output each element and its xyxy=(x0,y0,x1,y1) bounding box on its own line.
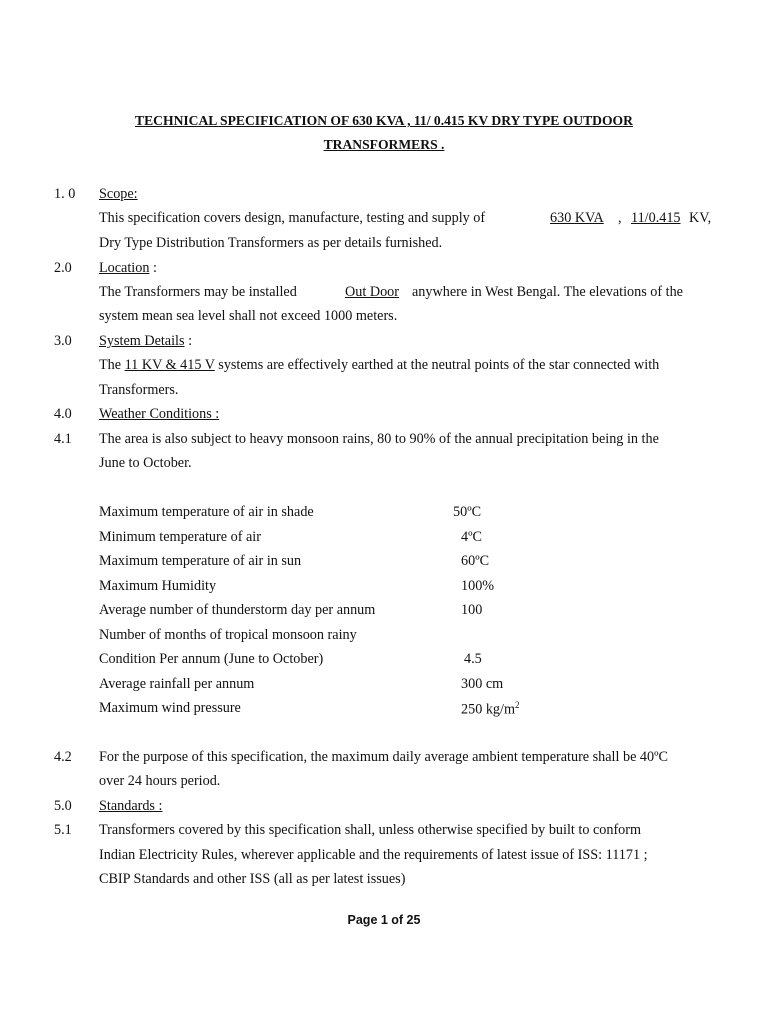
section-heading xyxy=(99,260,716,277)
condition-label: Minimum temperature of air xyxy=(99,529,261,545)
superscript: 2 xyxy=(515,700,520,710)
section-heading xyxy=(99,406,716,423)
section-number: 4.1 xyxy=(54,431,72,447)
condition-label: Condition Per annum (June to October) xyxy=(99,651,324,667)
document-title-line-1: TECHNICAL SPECIFICATION OF 630 KVA , 11/ 0.415 KV DRY TYPE OUTDOOR xyxy=(135,113,633,128)
condition-value: 50ºC xyxy=(453,504,482,520)
comma: , xyxy=(618,210,622,226)
condition-label: Maximum temperature of air in sun xyxy=(99,553,302,569)
condition-label: Maximum Humidity xyxy=(99,578,217,594)
condition-label: Maximum wind pressure xyxy=(99,700,241,716)
document-title-line-2: TRANSFORMERS . xyxy=(323,137,445,152)
section-number: 4.2 xyxy=(54,749,72,765)
scope-text: This specification covers design, manufacture, testing and supply of xyxy=(99,210,486,226)
out-door-text: Out Door xyxy=(345,284,399,300)
ambient-line-1: For the purpose of this specification, the maximum daily average ambient temperature shall be 40ºC xyxy=(99,749,668,765)
section-number: 4.0 xyxy=(54,406,72,422)
condition-value: 4ºC xyxy=(461,529,482,545)
location-text-end: anywhere in West Bengal. The elevations of the xyxy=(412,284,683,300)
condition-value xyxy=(461,700,520,719)
weather-line-2: June to October. xyxy=(99,455,192,471)
ambient-line-2: over 24 hours period. xyxy=(99,773,221,789)
condition-label: Number of months of tropical monsoon rainy xyxy=(99,627,357,643)
condition-value: 60ºC xyxy=(461,553,490,569)
heading-colon: : xyxy=(158,798,163,814)
wind-pressure-value: 250 kg/m xyxy=(461,701,515,718)
scope-text-end: KV, xyxy=(689,210,712,226)
location-line-2: system mean sea level shall not exceed 1000 meters. xyxy=(99,308,398,324)
heading-colon: : xyxy=(149,260,157,276)
scope-line-2: Dry Type Distribution Transformers as per details furnished. xyxy=(99,235,443,251)
section-number: 2.0 xyxy=(54,260,72,276)
page-footer: Page 1 of 25 xyxy=(347,913,421,927)
standards-line-3: CBIP Standards and other ISS (all as per latest issues) xyxy=(99,871,406,887)
section-number: 5.0 xyxy=(54,798,72,814)
section-number: 1. 0 xyxy=(54,186,76,202)
condition-value: 300 cm xyxy=(461,676,504,692)
standards-line-2: Indian Electricity Rules, wherever applicable and the requirements of latest issue of ISS: 11171 ; xyxy=(99,847,648,863)
location-line-1 xyxy=(99,284,716,301)
section-heading xyxy=(99,798,716,815)
condition-label: Maximum temperature of air in shade xyxy=(99,504,314,520)
scope-heading: Scope: xyxy=(99,186,138,202)
rating-kv: 11/0.415 xyxy=(631,210,681,226)
section-number: 3.0 xyxy=(54,333,72,349)
location-text: The Transformers may be installed xyxy=(99,284,297,300)
system-text: The xyxy=(99,357,125,373)
condition-value: 4.5 xyxy=(464,651,482,667)
system-details-line-2: Transformers. xyxy=(99,382,179,398)
system-details-heading: System Details xyxy=(99,333,185,349)
system-text-end: systems are effectively earthed at the neutral points of the star connected with xyxy=(214,357,660,373)
standards-heading: Standards xyxy=(99,798,159,814)
heading-colon: : xyxy=(184,333,193,349)
weather-line-1: The area is also subject to heavy monsoon rains, 80 to 90% of the annual precipitation being in the xyxy=(99,431,659,447)
condition-value: 100 xyxy=(461,602,483,618)
section-number: 5.1 xyxy=(54,822,72,838)
system-voltages: 11 KV & 415 V xyxy=(124,357,215,373)
condition-value: 100% xyxy=(461,578,495,594)
rating-kva: 630 KVA xyxy=(550,210,604,226)
location-heading: Location xyxy=(99,260,150,276)
section-heading xyxy=(99,333,716,350)
condition-label: Average rainfall per annum xyxy=(99,676,255,692)
weather-heading: Weather Conditions : xyxy=(99,406,220,422)
system-details-line-1 xyxy=(99,357,716,374)
condition-label: Average number of thunderstorm day per annum xyxy=(99,602,376,618)
section-heading xyxy=(99,186,716,203)
standards-line-1: Transformers covered by this specification shall, unless otherwise specified by built to conform xyxy=(99,822,642,838)
scope-line-1 xyxy=(99,210,716,227)
